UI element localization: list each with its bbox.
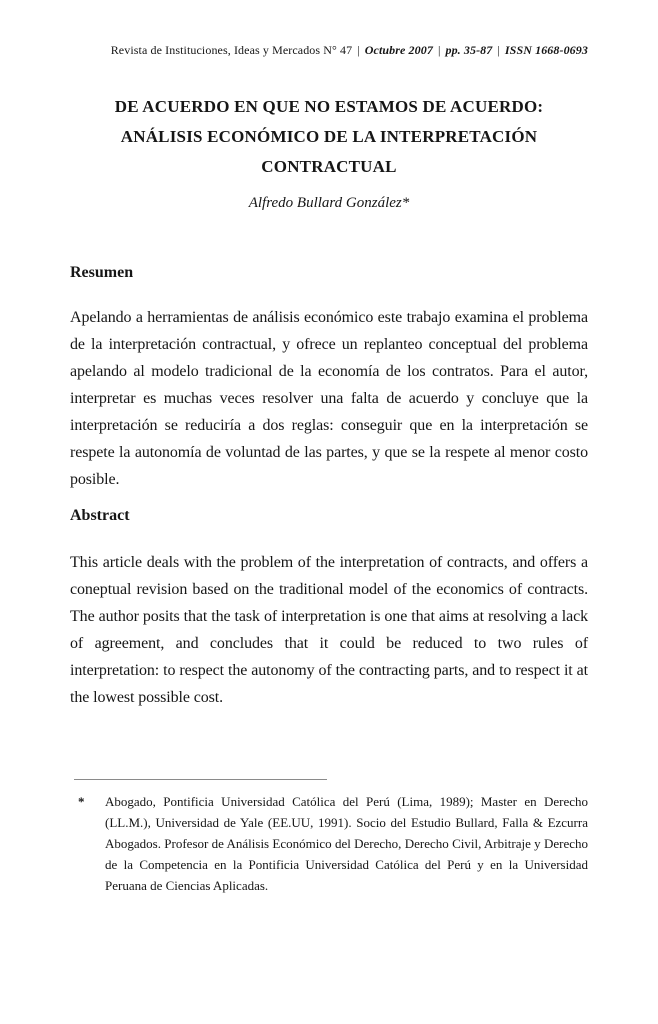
issn: ISSN 1668-0693 xyxy=(504,43,588,57)
header-separator: | xyxy=(357,43,360,57)
footnote-divider xyxy=(74,779,327,780)
journal-name: Revista de Instituciones, Ideas y Mercados N° 47 xyxy=(110,43,353,57)
author-name: Alfredo Bullard González* xyxy=(248,195,410,211)
article-title-line: CONTRACTUAL xyxy=(261,157,397,176)
issue-date: Octubre 2007 xyxy=(364,43,433,57)
header-separator: | xyxy=(497,43,500,57)
resumen-paragraph: Apelando a herramientas de análisis económico este trabajo examina el problema de la interpretación contractual, y ofrece un replanteo conceptual del problema apelando al modelo tradicional de la economía de los contratos. Para el autor, interpretar es muchas veces resolver una falta de acuerdo y concluye que la interpretación se reduciría a dos reglas: conseguir que en la interpretación se respete la autonomía de voluntad de las partes, y que se la respete al menor costo posible. xyxy=(70,309,588,488)
page-range: pp. 35-87 xyxy=(445,43,493,57)
footnote-marker: * xyxy=(78,794,85,809)
header-separator: | xyxy=(437,43,441,57)
article-title-line: ANÁLISIS ECONÓMICO DE LA INTERPRETACIÓN xyxy=(120,127,538,146)
resumen-heading: Resumen xyxy=(70,264,134,281)
abstract-heading: Abstract xyxy=(70,507,130,524)
author-footnote xyxy=(70,791,588,896)
article-title xyxy=(70,92,588,182)
page-content xyxy=(70,42,588,896)
journal-header xyxy=(70,42,588,58)
article-title-line: DE ACUERDO EN QUE NO ESTAMOS DE ACUERDO: xyxy=(114,97,544,116)
abstract-paragraph: This article deals with the problem of the interpretation of contracts, and offers a coneptual revision based on the traditional model of the economics of contracts. The author posits that the task of interpretation is one that aims at resolving a lack of agreement, and concludes that it could be reduced to two rules of interpretation: to respect the autonomy of the contracting parts, and to respect it at the lowest possible cost. xyxy=(70,554,588,706)
footnote-text: Abogado, Pontificia Universidad Católica del Perú (Lima, 1989); Master en Derecho (LL.M.), Universidad de Yale (EE.UU, 1991). Socio del Estudio Bullard, Falla & Ezcurra Abogados. Profesor de Análisis Económico del Derecho, Derecho Civil, Arbitraje y Derecho de la Competencia en la Pontificia Universidad Católica del Perú y en la Universidad Peruana de Ciencias Aplicadas. xyxy=(105,794,588,893)
